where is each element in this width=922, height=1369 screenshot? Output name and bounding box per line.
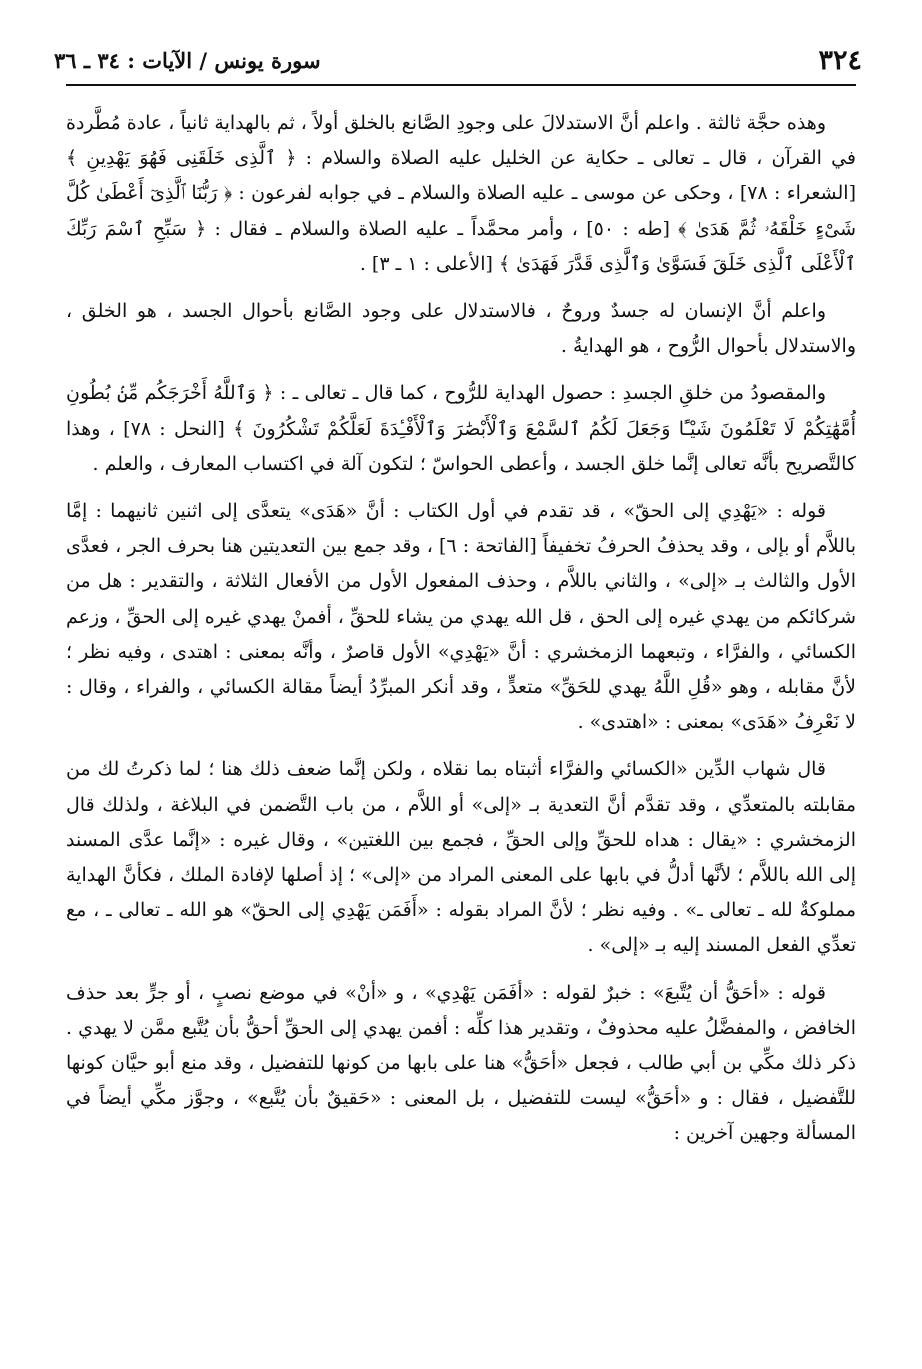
- paragraph-4: قوله : «يَهْدِي إلى الحقّ» ، قد تقدم في أول الكتاب : أنَّ «هَدَى» يتعدَّى إلى اثنين ثانيهما : إمَّا باللاَّم أو بإلى ، وقد يحذفُ الحرفُ تخفيفاً [الفاتحة : ٦] ، وقد جمع بين التعديتين هنا بحرف الجر ، فعدَّى الأول والثالث بـ «إلى» ، والثاني باللاَّم ، وحذف المفعول الأول من الأفعال الثلاثة ، والتقدير : هل من شركائكم من يهدي غيره إلى الحق ، قل الله يهدي من يشاء للحقِّ ، أفمنْ يهدي غيره إلى الحقِّ ، وزعم الكسائي ، والفرَّاء ، وتبعهما الزمخشري : أنَّ «يَهْدِي» الأول قاصرٌ ، وأنَّه بمعنى : اهتدى ، وفيه نظر ؛ لأنَّ مقابله ، وهو «قُلِ اللَّهُ يهدي للحَقِّ» متعدٍّ ، وقد أنكر المبرِّدُ أيضاً مقالة الكسائي ، والفراء ، وقال : لا نَعْرِفُ «هَدَى» بمعنى : «اهتدى» .: [66, 500, 856, 734]
- paragraph-2: واعلم أنَّ الإنسان له جسدٌ وروحٌ ، فالاستدلال على وجود الصَّانع بأحوال الجسد ، هو الخلق ، والاستدلال بأحوال الرُّوح ، هو الهدايةُ .: [66, 300, 856, 358]
- running-title: سورة يونس / الآيات : ٣٤ ـ ٣٦: [54, 47, 321, 73]
- paragraph-6: قوله : «أحَقُّ أن يُتَّبعَ» : خبرٌ لقوله : «أفَمَن يَهْدِي» ، و «أنْ» في موضع نصبٍ ، أو جرٍّ بعد حذف الخافض ، والمفضَّلُ عليه محذوفٌ ، وتقدير هذا كلِّه : أفمن يهدي إلى الحقِّ أحقُّ بأن يُتَّبع ممَّن لا يهدي . ذكر ذلك مكِّي بن أبي طالب ، فجعل «أحَقُّ» هنا على بابها من كونها للتفضيل ، وقد منع أبو حيَّان كونها للتَّفضيل ، فقال : و «أحَقُّ» ليست للتفضيل ، بل المعنى : «حَقيقٌ بأن يُتَّبع» ، وجوَّز مكِّي أيضاً في المسألة وجهين آخرين :: [66, 981, 856, 1145]
- paragraph-5: قال شهاب الدِّين «الكسائي والفرَّاء أثبتاه بما نقلاه ، ولكن إنَّما ضعف ذلك هنا ؛ لما ذكرتُ لك من مقابلته بالمتعدِّي ، وقد تقدَّم أنَّ التعدية بـ «إلى» أو اللاَّم ، من باب التَّضمن في البلاغة ، ولذلك قال الزمخشري : «يقال : هداه للحقِّ وإلى الحقِّ ، فجمع بين اللغتين» ، وقال غيره : «إنَّما عدَّى المسند إلى الله باللاَّم ؛ لأنَّها أدلُّ في بابها على المعنى المراد من «إلى» ؛ إذ أصلها لإفادة الملك ، فكأنَّ الهداية مملوكةٌ لله ـ تعالى ـ» . وفيه نظر ؛ لأنَّ المراد بقوله : «أَفَمَن يَهْدِي إلى الحقّ» هو الله ـ تعالى ـ ، مع تعدِّي الفعل المسند إليه بـ «إلى» .: [66, 758, 856, 957]
- paragraph-1: وهذه حجَّة ثالثة . واعلم أنَّ الاستدلالَ على وجودِ الصَّانع بالخلق أولاً ، ثم بالهداية ثانياً ، عادة مُطَّردة في القرآن ، قال ـ تعالى ـ حكاية عن الخليل عليه الصلاة والسلام : ﴿ ٱلَّذِى خَلَقَنِى فَهُوَ يَهْدِينِ ﴾ [الشعراء : ٧٨] ، وحكى عن موسى ـ عليه الصلاة والسلام ـ في جوابه لفرعون : ﴿ رَبُّنَا ٱلَّذِىٓ أَعْطَىٰ كُلَّ شَىْءٍ خَلْقَهُۥ ثُمَّ هَدَىٰ ﴾ [طه : ٥٠] ، وأمر محمَّداً ـ عليه الصلاة والسلام ـ فقال : ﴿ سَبِّحِ ٱسْمَ رَبِّكَ ٱلْأَعْلَى ٱلَّذِى خَلَقَ فَسَوَّىٰ وَٱلَّذِى قَدَّرَ فَهَدَىٰ ﴾ [الأعلى : ١ ـ ٣] .: [66, 112, 856, 275]
- body-text: [66, 106, 856, 1152]
- paragraph-3: والمقصودُ من خلقِ الجسدِ : حصول الهداية للرُّوح ، كما قال ـ تعالى ـ : ﴿ وَٱللَّهُ أَخْرَجَكُم مِّنۢ بُطُونِ أُمَّهَٰتِكُمْ لَا تَعْلَمُونَ شَيْـًٔا وَجَعَلَ لَكُمُ ٱلسَّمْعَ وَٱلْأَبْصَٰرَ وَٱلْأَفْـِٔدَةَ لَعَلَّكُمْ تَشْكُرُونَ ﴾ [النحل : ٧٨] ، وهذا كالتَّصريح بأنَّه تعالى إنَّما خلق الجسد ، وأعطى الحواسّ ؛ لتكون آلة في اكتساب المعارف ، والعلم .: [66, 382, 856, 475]
- header-rule: [66, 84, 856, 86]
- page-number: ٣٢٤: [818, 44, 862, 76]
- page-header: [54, 38, 862, 82]
